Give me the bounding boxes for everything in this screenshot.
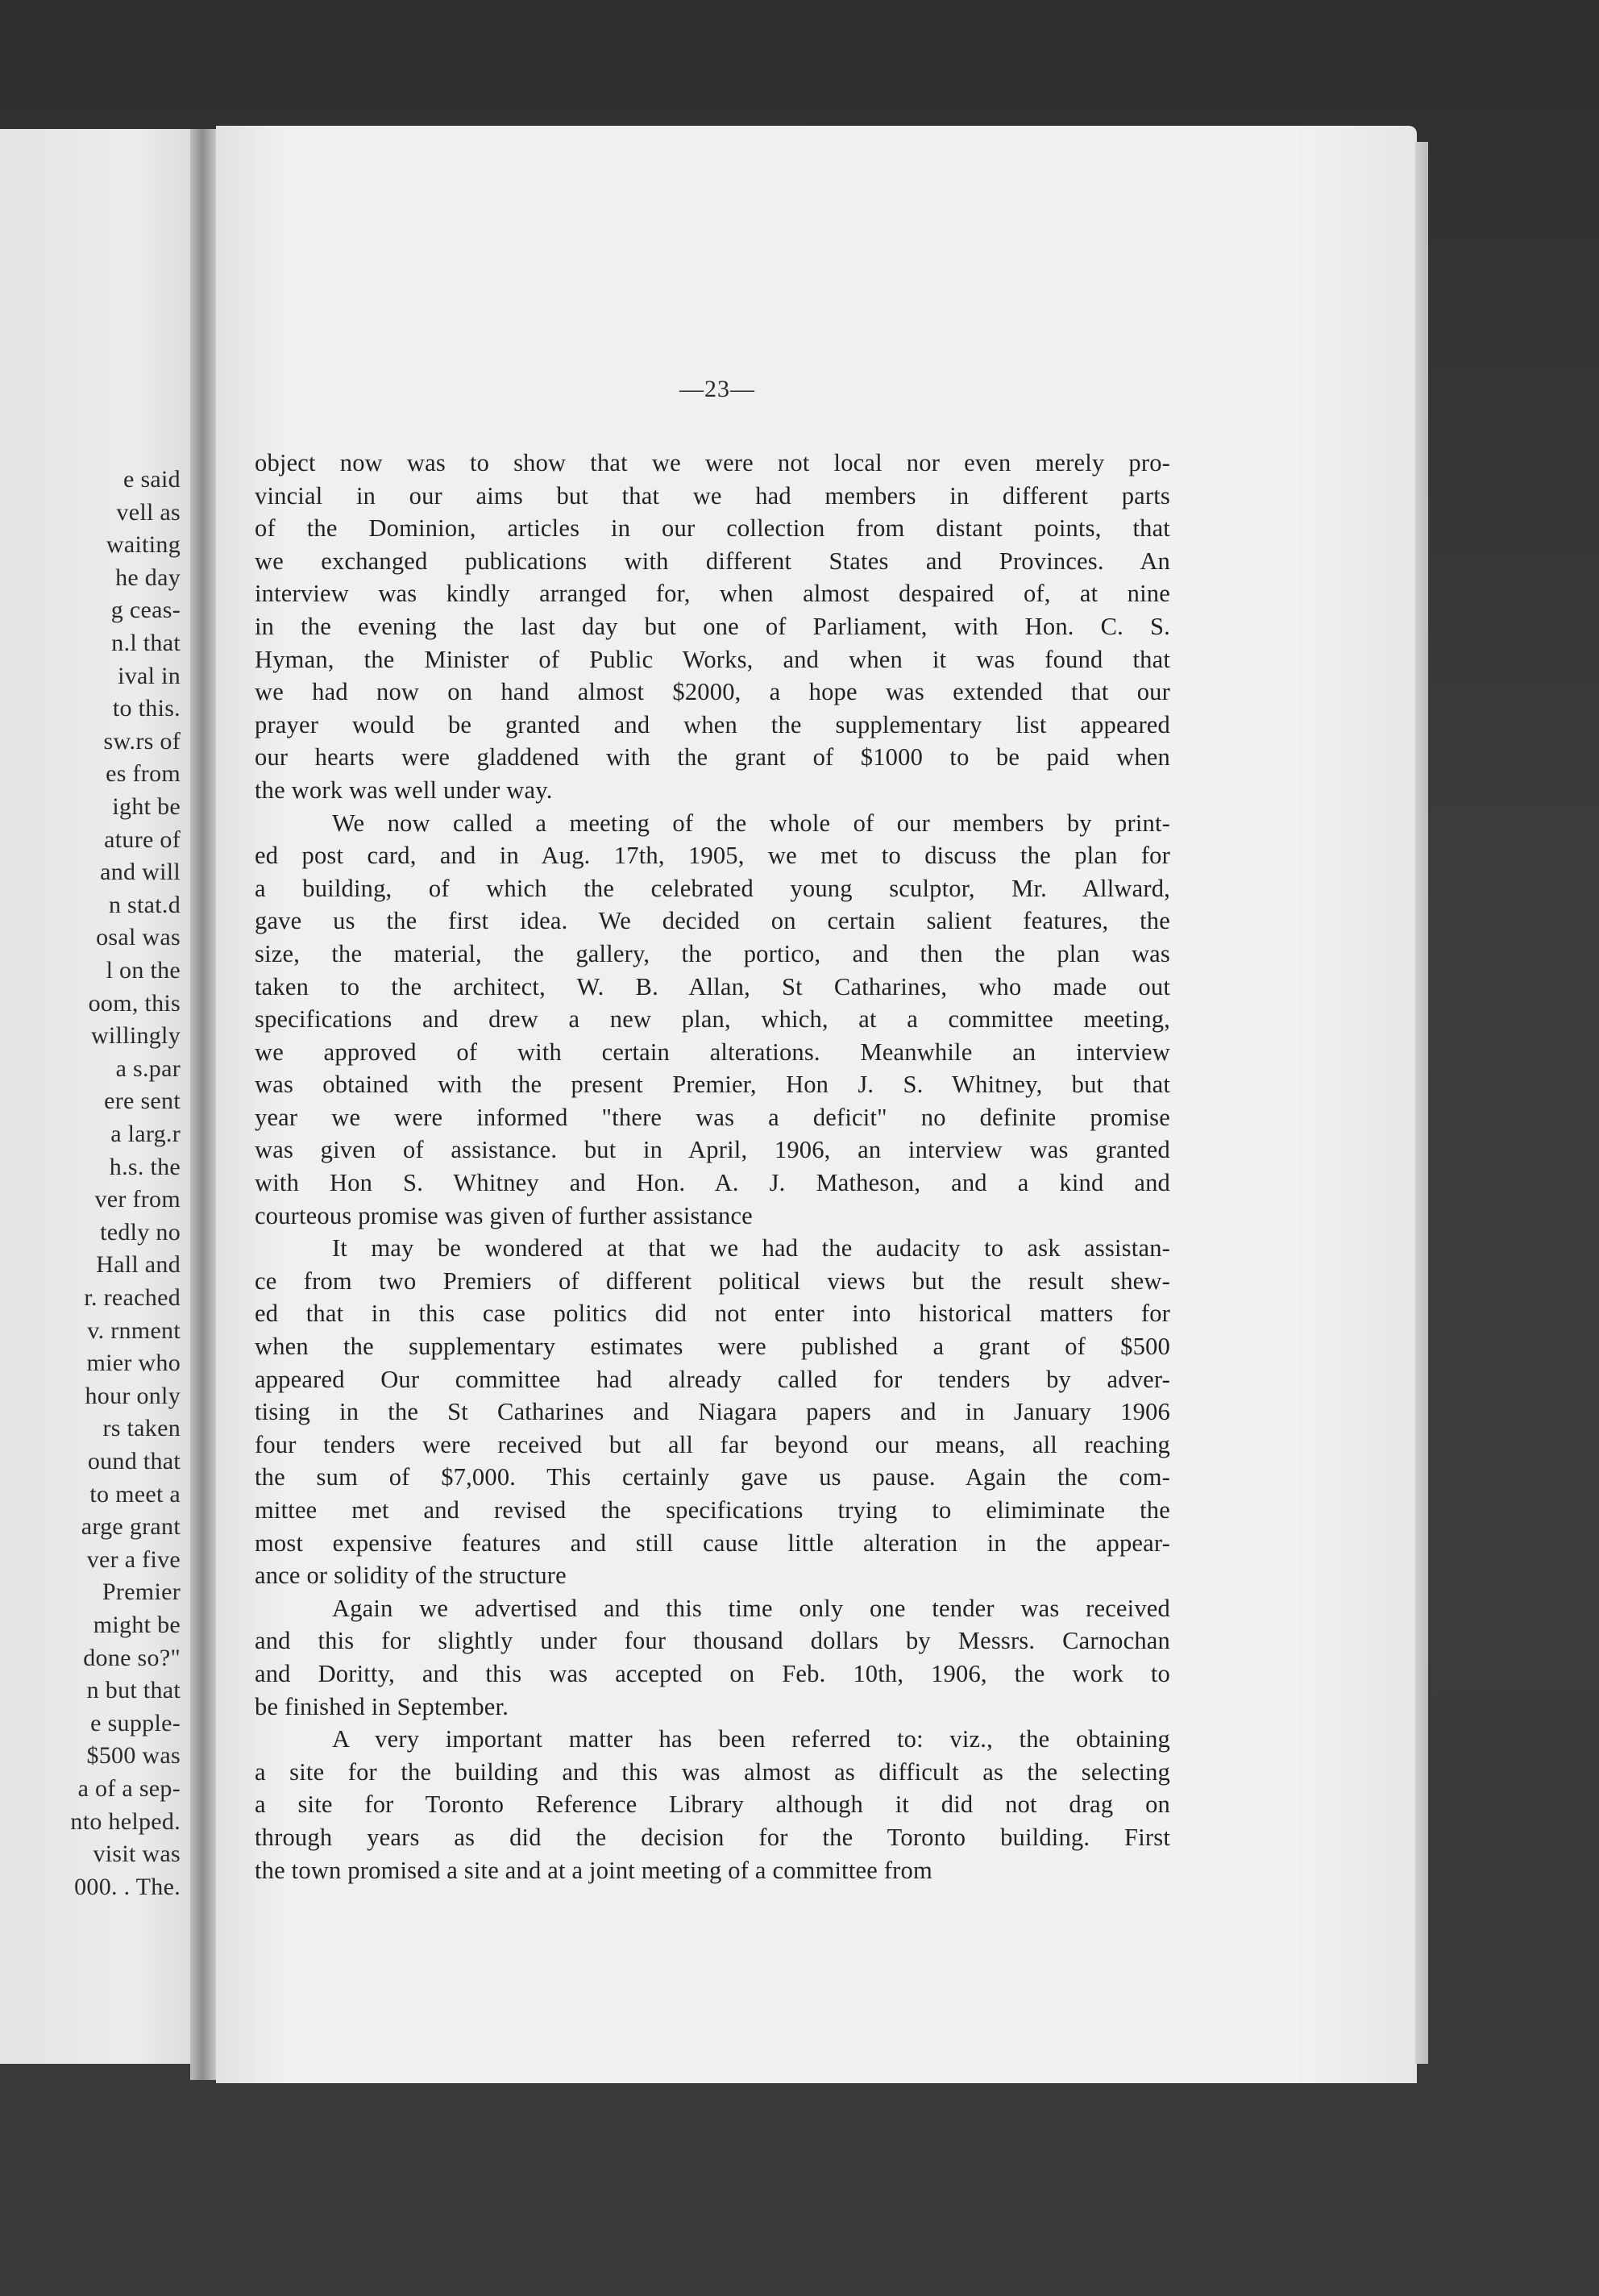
left-page-line: Hall and <box>96 1251 181 1279</box>
left-page-line: arge grant <box>81 1513 181 1541</box>
text-line: most expensive features and still cause little alteration in the appear- <box>255 1529 1170 1557</box>
text-line: ed post card, and in Aug. 17th, 1905, we met to discuss the plan for <box>255 842 1170 870</box>
left-page-line: to this. <box>112 695 181 722</box>
paragraph <box>255 447 1170 807</box>
left-page-line: a s.par <box>115 1054 181 1082</box>
left-page-line: n stat.d <box>108 891 181 918</box>
text-line: the town promised a site and at a joint meeting of a committee from <box>255 1856 932 1884</box>
left-page-line: ight be <box>112 793 181 820</box>
left-page-line: ound that <box>87 1448 181 1475</box>
left-page-line: tedly no <box>100 1218 181 1246</box>
left-page-line: ver from <box>94 1186 181 1213</box>
text-line: when the supplementary estimates were published a grant of $500 <box>255 1333 1170 1361</box>
left-page-line: e said <box>123 466 181 493</box>
text-line: vincial in our aims but that we had members in different parts <box>255 481 1170 510</box>
text-line: mittee met and revised the specifications trying to elimiminate the <box>255 1496 1170 1524</box>
page-number: —23— <box>679 376 755 402</box>
left-page-line: and will <box>100 859 181 886</box>
text-line: prayer would be granted and when the supplementary list appeared <box>255 710 1170 738</box>
left-page-line: a larg.r <box>110 1121 181 1147</box>
left-page-line: g ceas- <box>110 597 181 624</box>
left-page-line: hour only <box>85 1382 181 1409</box>
text-line: we exchanged publications with different States and Provinces. An <box>255 547 1170 575</box>
text-line: We now called a meeting of the whole of our members by print- <box>332 809 1170 837</box>
text-line: the sum of $7,000. This certainly gave us pause. Again the com- <box>255 1463 1170 1491</box>
left-page-line: a of a sep- <box>77 1775 181 1802</box>
text-line: courteous promise was given of further assistance <box>255 1201 753 1229</box>
paragraph <box>255 1592 1170 1723</box>
text-line: Again we advertised and this time only one tender was received <box>332 1594 1170 1622</box>
paragraph <box>255 1232 1170 1592</box>
text-line: four tenders were received but all far beyond our means, all reaching <box>255 1430 1170 1458</box>
text-line: gave us the first idea. We decided on certain salient features, the <box>255 907 1170 935</box>
text-line: a site for Toronto Reference Library although it did not drag on <box>255 1791 1170 1819</box>
left-page-line: ival in <box>118 662 181 689</box>
left-page-line: waiting <box>106 531 181 559</box>
text-line: the work was well under way. <box>255 776 553 804</box>
left-page-line: willingly <box>90 1022 181 1050</box>
left-page-line: might be <box>93 1612 181 1638</box>
left-page-line: sw.rs of <box>103 727 181 755</box>
paragraph <box>255 1723 1170 1886</box>
text-line: size, the material, the gallery, the portico, and then the plan was <box>255 939 1170 967</box>
text-line: Hyman, the Minister of Public Works, and when it was found that <box>255 645 1170 673</box>
text-line: our hearts were gladdened with the grant of $1000 to be paid when <box>255 743 1170 772</box>
left-page-line: n.l that <box>111 630 181 656</box>
text-line: ce from two Premiers of different political views but the result shew- <box>255 1267 1170 1295</box>
text-line: interview was kindly arranged for, when almost despaired of, at nine <box>255 580 1170 608</box>
page-body-text <box>255 447 1170 1886</box>
left-page-line: ver a five <box>86 1545 181 1573</box>
left-page-line: n but that <box>86 1677 181 1704</box>
text-line: we approved of with certain alterations. Meanwhile an interview <box>255 1038 1170 1066</box>
paragraph <box>255 807 1170 1233</box>
text-line: in the evening the last day but one of Parliament, with Hon. C. S. <box>255 612 1170 640</box>
text-line: was obtained with the present Premier, Hon J. S. Whitney, but that <box>255 1071 1170 1099</box>
left-page-line: h.s. the <box>109 1153 181 1180</box>
text-line: ed that in this case politics did not enter into historical matters for <box>255 1300 1170 1328</box>
left-page-line: mier who <box>86 1350 181 1377</box>
text-line: be finished in September. <box>255 1692 509 1720</box>
text-line: through years as did the decision for the Toronto building. First <box>255 1823 1170 1851</box>
text-line: a site for the building and this was almost as difficult as the selecting <box>255 1757 1170 1786</box>
text-line: a building, of which the celebrated young sculptor, Mr. Allward, <box>255 874 1170 902</box>
left-page-line: done so?" <box>83 1644 181 1671</box>
text-line: with Hon S. Whitney and Hon. A. J. Matheson, and a kind and <box>255 1169 1170 1197</box>
text-line: year we were informed "there was a deficit" no definite promise <box>255 1103 1170 1131</box>
text-line: appeared Our committee had already called for tenders by adver- <box>255 1365 1170 1393</box>
text-line: we had now on hand almost $2000, a hope was extended that our <box>255 678 1170 706</box>
text-line: A very important matter has been referred to: viz., the obtaining <box>332 1725 1170 1753</box>
left-page-line: Premier <box>102 1578 181 1606</box>
text-line: ance or solidity of the structure <box>255 1562 567 1590</box>
left-page-line: v. rnment <box>87 1316 181 1344</box>
text-line: It may be wondered at that we had the audacity to ask assistan- <box>332 1234 1170 1262</box>
left-page-line: ere sent <box>104 1088 181 1115</box>
left-page-fragment <box>0 129 193 2064</box>
page-edge <box>1415 142 1428 2064</box>
left-page-line: he day <box>115 564 181 591</box>
text-line: of the Dominion, articles in our collection from distant points, that <box>255 514 1170 543</box>
left-page-line: ature of <box>104 826 181 853</box>
left-page-line: to meet a <box>89 1480 181 1508</box>
left-page-line: l on the <box>106 957 181 984</box>
left-page-line: nto helped. <box>70 1807 181 1835</box>
left-page-line: e supple- <box>90 1709 181 1737</box>
book-gutter <box>190 129 218 2080</box>
text-line: and this for slightly under four thousand dollars by Messrs. Carnochan <box>255 1627 1170 1655</box>
left-page-line: $500 was <box>86 1742 181 1770</box>
text-line: tising in the St Catharines and Niagara papers and in January 1906 <box>255 1398 1170 1426</box>
text-line: object now was to show that we were not local nor even merely pro- <box>255 449 1170 476</box>
left-page-line: vell as <box>116 498 181 526</box>
text-line: taken to the architect, W. B. Allan, St Catharines, who made out <box>255 972 1170 1000</box>
left-page-line: visit was <box>93 1841 181 1868</box>
text-line: and Doritty, and this was accepted on Feb. 10th, 1906, the work to <box>255 1659 1170 1687</box>
left-page-line: osal was <box>96 924 181 951</box>
left-page-line: rs taken <box>102 1415 181 1442</box>
left-page-line: r. reached <box>84 1284 181 1311</box>
text-line: specifications and drew a new plan, which, at a committee meeting, <box>255 1005 1170 1034</box>
left-page-line: oom, this <box>88 989 181 1017</box>
left-page-line: 000. . The. <box>74 1873 181 1900</box>
text-line: was given of assistance. but in April, 1906, an interview was granted <box>255 1136 1170 1164</box>
left-page-line: es from <box>106 760 181 788</box>
